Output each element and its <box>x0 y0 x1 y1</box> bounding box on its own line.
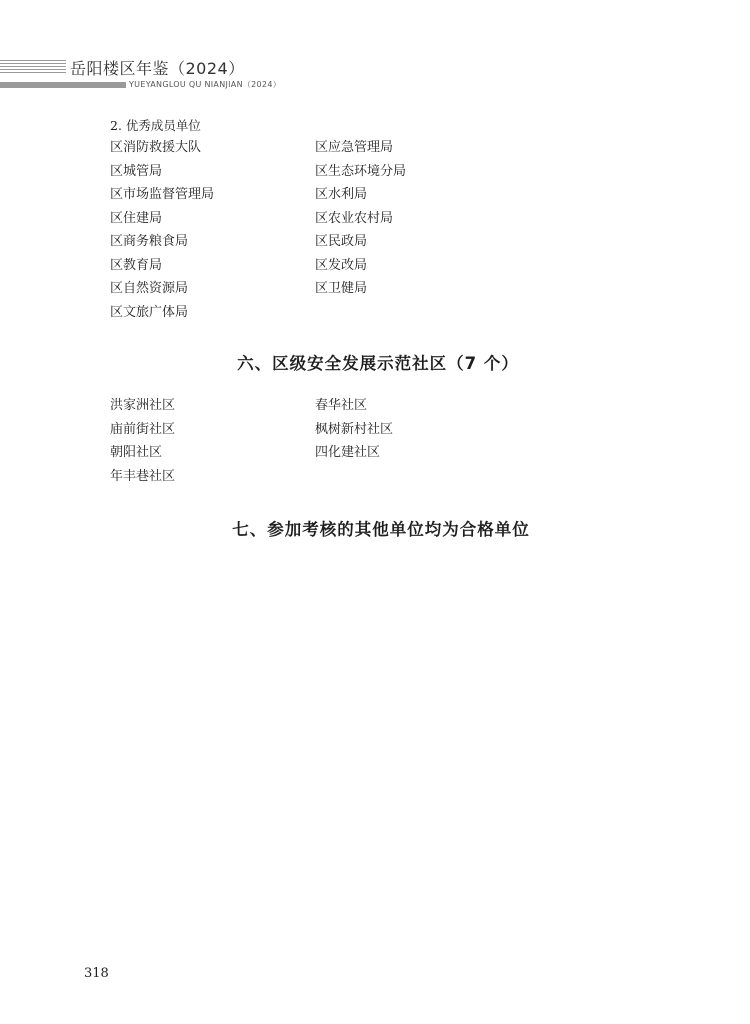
list-item: 年丰巷社区 <box>110 468 176 484</box>
list-item: 区教育局 <box>110 257 163 273</box>
list-item: 春华社区 <box>315 398 368 413</box>
header-decoration-bar <box>0 82 126 88</box>
list-item: 区生态环境分局 <box>315 163 407 179</box>
running-header-subtitle: YUEYANGLOU QU NIANJIAN（2024） <box>129 80 282 89</box>
list-item: 区农业农村局 <box>315 210 394 226</box>
list-item: 区文旅广体局 <box>110 304 189 320</box>
header-decoration-lines <box>0 60 66 74</box>
list-item: 区商务粮食局 <box>110 234 189 249</box>
list-item: 区住建局 <box>110 210 163 226</box>
subsection-heading: 2. 优秀成员单位 <box>110 118 201 133</box>
list-item: 区卫健局 <box>315 281 368 296</box>
section-title: 七、参加考核的其他单位均为合格单位 <box>232 520 530 539</box>
list-item: 区应急管理局 <box>315 140 394 155</box>
list-item: 区发改局 <box>315 257 368 273</box>
section-title: 六、区级安全发展示范社区（7 个） <box>237 354 519 373</box>
list-item: 庙前街社区 <box>110 421 176 437</box>
list-item: 区水利局 <box>315 187 368 202</box>
page-number: 318 <box>84 966 109 981</box>
excellent-units-list <box>110 136 530 324</box>
list-item: 四化建社区 <box>315 445 381 460</box>
list-item <box>315 465 530 489</box>
list-item: 区城管局 <box>110 163 163 179</box>
list-item: 区自然资源局 <box>110 281 189 296</box>
list-item: 区市场监督管理局 <box>110 187 215 202</box>
list-item: 区消防救援大队 <box>110 140 202 155</box>
list-item: 区民政局 <box>315 234 368 249</box>
list-item: 朝阳社区 <box>110 445 163 460</box>
demo-community-list <box>110 394 530 488</box>
list-item: 枫树新村社区 <box>315 421 394 437</box>
list-item <box>315 301 530 325</box>
running-header-title: 岳阳楼区年鉴（2024） <box>70 59 245 78</box>
list-item: 洪家洲社区 <box>110 398 176 413</box>
